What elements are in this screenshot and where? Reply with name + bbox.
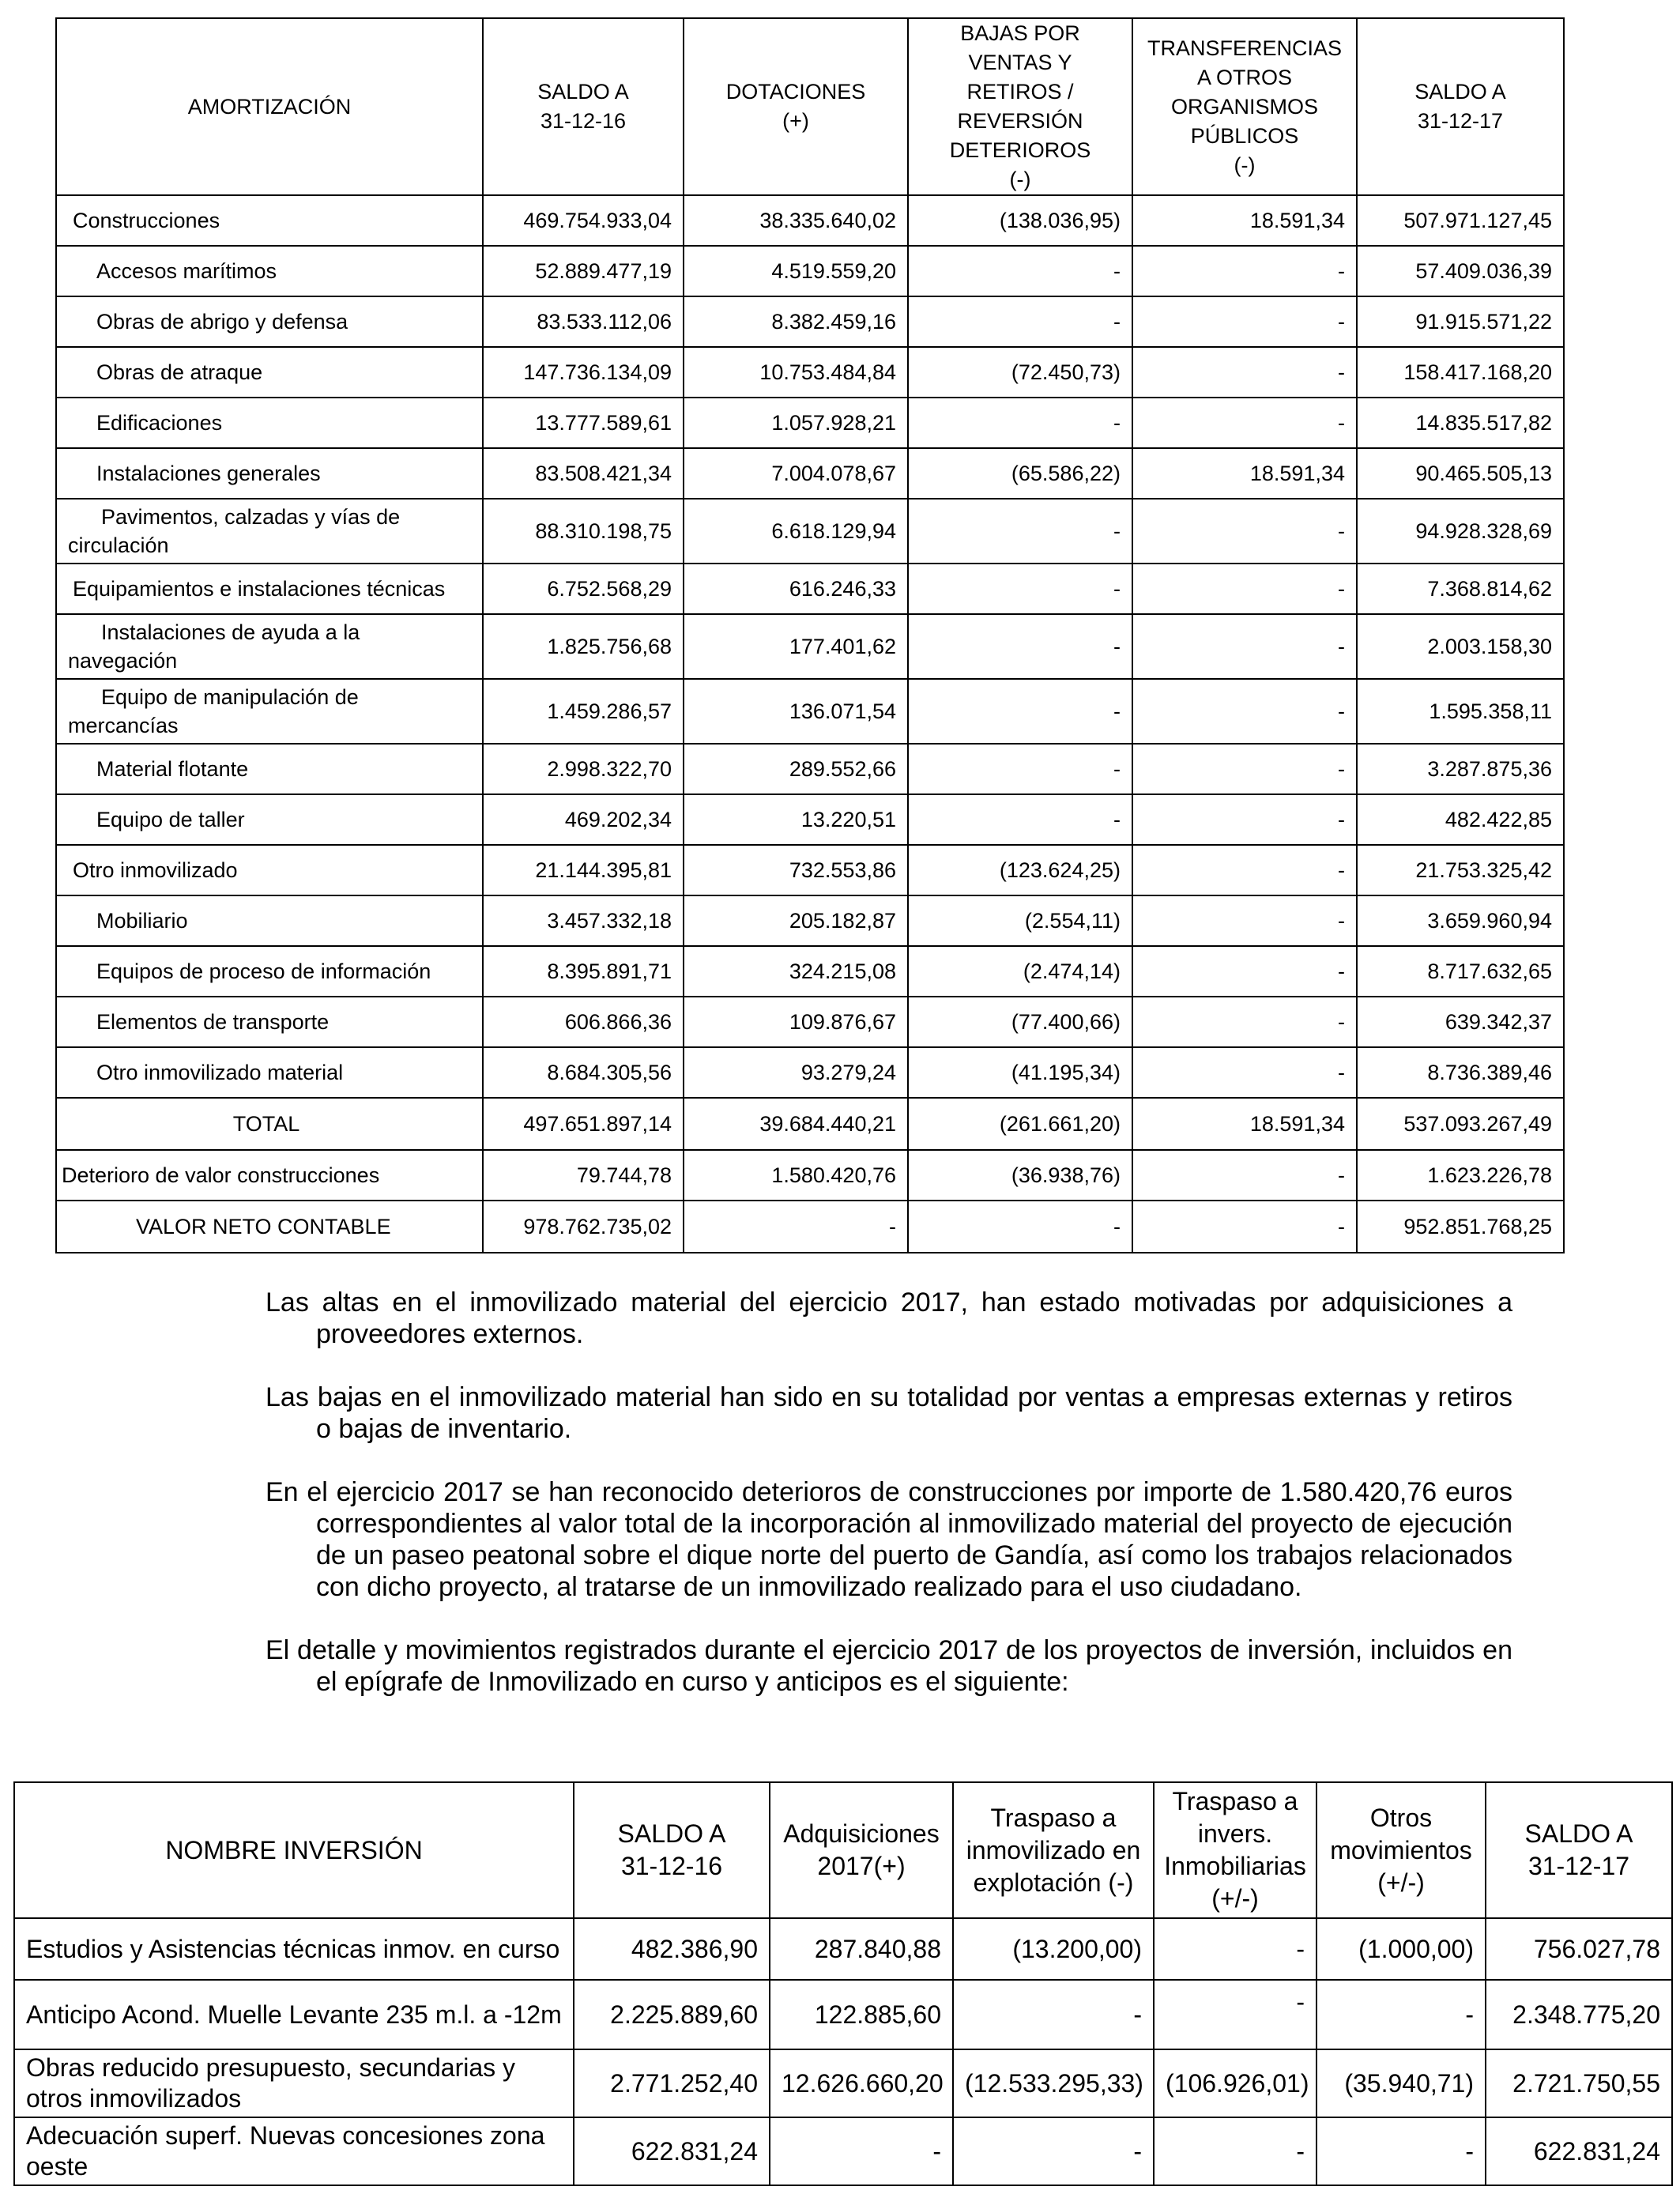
table-row [56,1150,1564,1201]
paragraph: En el ejercicio 2017 se han reconocido deterioros de construcciones por importe de 1.580.420,76 euros correspondientes al valor total de la incorporación al inmovilizado material del proyecto de ejecución de un paseo peatonal sobre el dique norte del puerto de Gandía, así como los trabajos relacionados con dicho proyecto, al tratarse de un inmovilizado realizado para el uso ciudadano. [266,1477,1512,1602]
row-label: Equipo de taller [56,794,483,845]
cell-value: 469.754.933,04 [483,195,684,246]
cell-value: 2.998.322,70 [483,744,684,794]
cell-value: 1.825.756,68 [483,614,684,679]
cell-value: 83.533.112,06 [483,296,684,347]
cell-value: 18.591,34 [1132,448,1357,499]
cell-value: 205.182,87 [684,895,908,946]
table-row [14,1980,1672,2049]
cell-value: 287.840,88 [770,1918,953,1980]
cell-value: - [908,499,1132,564]
cell-value: 978.762.735,02 [483,1201,684,1253]
table-row [14,1918,1672,1980]
paragraph: Las bajas en el inmovilizado material han sido en su totalidad por ventas a empresas externas y retiros o bajas de inventario. [266,1382,1512,1444]
cell-value: (65.586,22) [908,448,1132,499]
cell-value: 90.465.505,13 [1357,448,1564,499]
cell-value: (12.533.295,33) [953,2049,1154,2117]
cell-value: 21.144.395,81 [483,845,684,895]
cell-value: 3.457.332,18 [483,895,684,946]
cell-value: 7.004.078,67 [684,448,908,499]
cell-value: - [1132,1201,1357,1253]
table-row [56,398,1564,448]
cell-value: 1.057.928,21 [684,398,908,448]
header-otros-movimientos: Otros movimientos (+/-) [1317,1782,1486,1918]
table-header-row [56,18,1564,195]
cell-value: 537.093.267,49 [1357,1098,1564,1150]
cell-value: (106.926,01) [1154,2049,1317,2117]
row-label: Equipamientos e instalaciones técnicas [56,564,483,614]
cell-value: 8.717.632,65 [1357,946,1564,997]
row-label-line-1: Equipo de manipulación de [101,685,359,709]
cell-value: (1.000,00) [1317,1918,1486,1980]
cell-value: (138.036,95) [908,195,1132,246]
header-nombre-inversion: NOMBRE INVERSIÓN [14,1782,574,1918]
cell-value: - [908,564,1132,614]
cell-value: 147.736.134,09 [483,347,684,398]
cell-value: - [1132,794,1357,845]
cell-value: 94.928.328,69 [1357,499,1564,564]
cell-value: - [1317,1980,1486,2049]
cell-value: 1.580.420,76 [684,1150,908,1201]
row-label-line-2: circulación [68,533,169,557]
row-label: TOTAL [56,1098,483,1150]
cell-value: 158.417.168,20 [1357,347,1564,398]
cell-value: 3.287.875,36 [1357,744,1564,794]
cell-value: 639.342,37 [1357,997,1564,1047]
cell-value: (123.624,25) [908,845,1132,895]
row-label: Otro inmovilizado [56,845,483,895]
cell-value: 83.508.421,34 [483,448,684,499]
cell-value: 622.831,24 [574,2117,770,2185]
cell-value: (261.661,20) [908,1098,1132,1150]
body-text [266,1287,1512,1729]
cell-value: - [908,679,1132,744]
header-saldo-2016: SALDO A 31-12-16 [483,18,684,195]
cell-value: - [908,246,1132,296]
row-label: Obras reducido presupuesto, secundarias y otros inmovilizados [14,2049,574,2117]
row-label: Edificaciones [56,398,483,448]
cell-value: 2.003.158,30 [1357,614,1564,679]
table-row [56,895,1564,946]
cell-value: 606.866,36 [483,997,684,1047]
cell-value: (35.940,71) [1317,2049,1486,2117]
cell-value: 8.382.459,16 [684,296,908,347]
cell-value: - [1132,1150,1357,1201]
cell-value: - [1132,845,1357,895]
cell-value: 1.595.358,11 [1357,679,1564,744]
cell-value: - [908,1201,1132,1253]
cell-value: 12.626.660,20 [770,2049,953,2117]
cell-value: 289.552,66 [684,744,908,794]
cell-value: 756.027,78 [1486,1918,1672,1980]
row-label [56,499,483,564]
cell-value: 952.851.768,25 [1357,1201,1564,1253]
cell-value: - [1132,679,1357,744]
cell-value: (72.450,73) [908,347,1132,398]
cell-value: 18.591,34 [1132,195,1357,246]
cell-value: - [1132,246,1357,296]
cell-value: 14.835.517,82 [1357,398,1564,448]
row-label: Obras de atraque [56,347,483,398]
row-label: Obras de abrigo y defensa [56,296,483,347]
row-label-line-1: Instalaciones de ayuda a la [101,620,360,644]
table-row [56,794,1564,845]
cell-value: - [908,614,1132,679]
cell-value: 91.915.571,22 [1357,296,1564,347]
table-row [56,679,1564,744]
cell-value: 8.395.891,71 [483,946,684,997]
table-row [56,744,1564,794]
table-row [14,2049,1672,2117]
paragraph: El detalle y movimientos registrados durante el ejercicio 2017 de los proyectos de inversión, incluidos en el epígrafe de Inmovilizado en curso y anticipos es el siguiente: [266,1635,1512,1697]
cell-value: 622.831,24 [1486,2117,1672,2185]
cell-value: (36.938,76) [908,1150,1132,1201]
table-row [56,614,1564,679]
row-label: Construcciones [56,195,483,246]
cell-value: 10.753.484,84 [684,347,908,398]
header-amortizacion: AMORTIZACIÓN [56,18,483,195]
cell-value: (2.554,11) [908,895,1132,946]
table-row [56,296,1564,347]
cell-value: 6.618.129,94 [684,499,908,564]
table-row [56,1047,1564,1098]
row-label: Anticipo Acond. Muelle Levante 235 m.l. a -12m [14,1980,574,2049]
cell-value: 1.459.286,57 [483,679,684,744]
row-label: Estudios y Asistencias técnicas inmov. en curso [14,1918,574,1980]
header-saldo-2017: SALDO A 31-12-17 [1357,18,1564,195]
cell-value: 1.623.226,78 [1357,1150,1564,1201]
row-label: Instalaciones generales [56,448,483,499]
row-label: Equipos de proceso de información [56,946,483,997]
header-transferencias: TRANSFERENCIAS A OTROS ORGANISMOS PÚBLICOS (-) [1132,18,1357,195]
cell-value: - [770,2117,953,2185]
cell-value: (2.474,14) [908,946,1132,997]
table-row [56,997,1564,1047]
cell-value: (77.400,66) [908,997,1132,1047]
cell-value: 3.659.960,94 [1357,895,1564,946]
cell-value: 8.684.305,56 [483,1047,684,1098]
cell-value: - [1132,347,1357,398]
table-row [56,347,1564,398]
cell-value: 39.684.440,21 [684,1098,908,1150]
cell-value: - [1132,296,1357,347]
amortization-table [55,17,1565,1253]
cell-value: - [953,1980,1154,2049]
cell-value: 93.279,24 [684,1047,908,1098]
cell-value: - [1132,744,1357,794]
cell-value: - [953,2117,1154,2185]
cell-value: 21.753.325,42 [1357,845,1564,895]
header-dotaciones: DOTACIONES (+) [684,18,908,195]
cell-value: - [1132,564,1357,614]
row-label: Mobiliario [56,895,483,946]
cell-value: - [1132,614,1357,679]
cell-value: 13.220,51 [684,794,908,845]
cell-value: 57.409.036,39 [1357,246,1564,296]
paragraph: Las altas en el inmovilizado material del ejercicio 2017, han estado motivadas por adquisiciones a proveedores externos. [266,1287,1512,1349]
cell-value: 52.889.477,19 [483,246,684,296]
cell-value: - [1132,499,1357,564]
cell-value: - [908,794,1132,845]
cell-value: 18.591,34 [1132,1098,1357,1150]
cell-value: 482.386,90 [574,1918,770,1980]
cell-value: - [1132,946,1357,997]
cell-value: 507.971.127,45 [1357,195,1564,246]
cell-value: 8.736.389,46 [1357,1047,1564,1098]
row-label [56,614,483,679]
cell-value: 177.401,62 [684,614,908,679]
cell-value: 2.225.889,60 [574,1980,770,2049]
row-label: VALOR NETO CONTABLE [56,1201,483,1253]
cell-value: 482.422,85 [1357,794,1564,845]
cell-value: 38.335.640,02 [684,195,908,246]
cell-value: - [1154,1918,1317,1980]
row-label [56,679,483,744]
total-row [56,1098,1564,1150]
row-label: Elementos de transporte [56,997,483,1047]
cell-value: - [1317,2117,1486,2185]
cell-value: 732.553,86 [684,845,908,895]
cell-value: 79.744,78 [483,1150,684,1201]
cell-value: - [908,744,1132,794]
table-row [56,499,1564,564]
cell-value: 324.215,08 [684,946,908,997]
cell-value: - [908,398,1132,448]
table-row [56,946,1564,997]
table-row [56,448,1564,499]
cell-value: - [684,1201,908,1253]
table-row [56,246,1564,296]
cell-value: - [1132,997,1357,1047]
cell-value: 88.310.198,75 [483,499,684,564]
row-label: Adecuación superf. Nuevas concesiones zona oeste [14,2117,574,2185]
cell-value: 2.771.252,40 [574,2049,770,2117]
cell-value: - [1132,895,1357,946]
cell-value: 136.071,54 [684,679,908,744]
header-adquisiciones: Adquisiciones 2017(+) [770,1782,953,1918]
cell-value: (41.195,34) [908,1047,1132,1098]
row-label: Accesos marítimos [56,246,483,296]
header-saldo-2017: SALDO A 31-12-17 [1486,1782,1672,1918]
header-traspaso-explotacion: Traspaso a inmovilizado en explotación (-) [953,1782,1154,1918]
row-label-line-2: mercancías [68,714,179,737]
row-label-line-2: navegación [68,649,178,673]
row-label-line-1: Pavimentos, calzadas y vías de [101,505,401,529]
row-label: Deterioro de valor construcciones [56,1150,483,1201]
cell-value: 4.519.559,20 [684,246,908,296]
investment-projects-table [13,1781,1673,2186]
cell-value: 13.777.589,61 [483,398,684,448]
cell-value: 7.368.814,62 [1357,564,1564,614]
cell-value: (13.200,00) [953,1918,1154,1980]
cell-value: - [1154,2117,1317,2185]
cell-value: - [1132,1047,1357,1098]
header-bajas: BAJAS POR VENTAS Y RETIROS / REVERSIÓN DETERIOROS (-) [908,18,1132,195]
cell-value: 616.246,33 [684,564,908,614]
header-traspaso-inmobiliarias: Traspaso a invers. Inmobiliarias (+/-) [1154,1782,1317,1918]
cell-value: - [1154,1980,1317,2049]
table-row [56,195,1564,246]
cell-value: 497.651.897,14 [483,1098,684,1150]
cell-value: 6.752.568,29 [483,564,684,614]
table-row [56,1201,1564,1253]
cell-value: - [1132,398,1357,448]
table-row [14,2117,1672,2185]
cell-value: 2.721.750,55 [1486,2049,1672,2117]
cell-value: 2.348.775,20 [1486,1980,1672,2049]
table-header-row [14,1782,1672,1918]
cell-value: 109.876,67 [684,997,908,1047]
row-label: Otro inmovilizado material [56,1047,483,1098]
cell-value: 469.202,34 [483,794,684,845]
row-label: Material flotante [56,744,483,794]
cell-value: 122.885,60 [770,1980,953,2049]
cell-value: - [908,296,1132,347]
table-row [56,845,1564,895]
table-row [56,564,1564,614]
header-saldo-2016: SALDO A 31-12-16 [574,1782,770,1918]
